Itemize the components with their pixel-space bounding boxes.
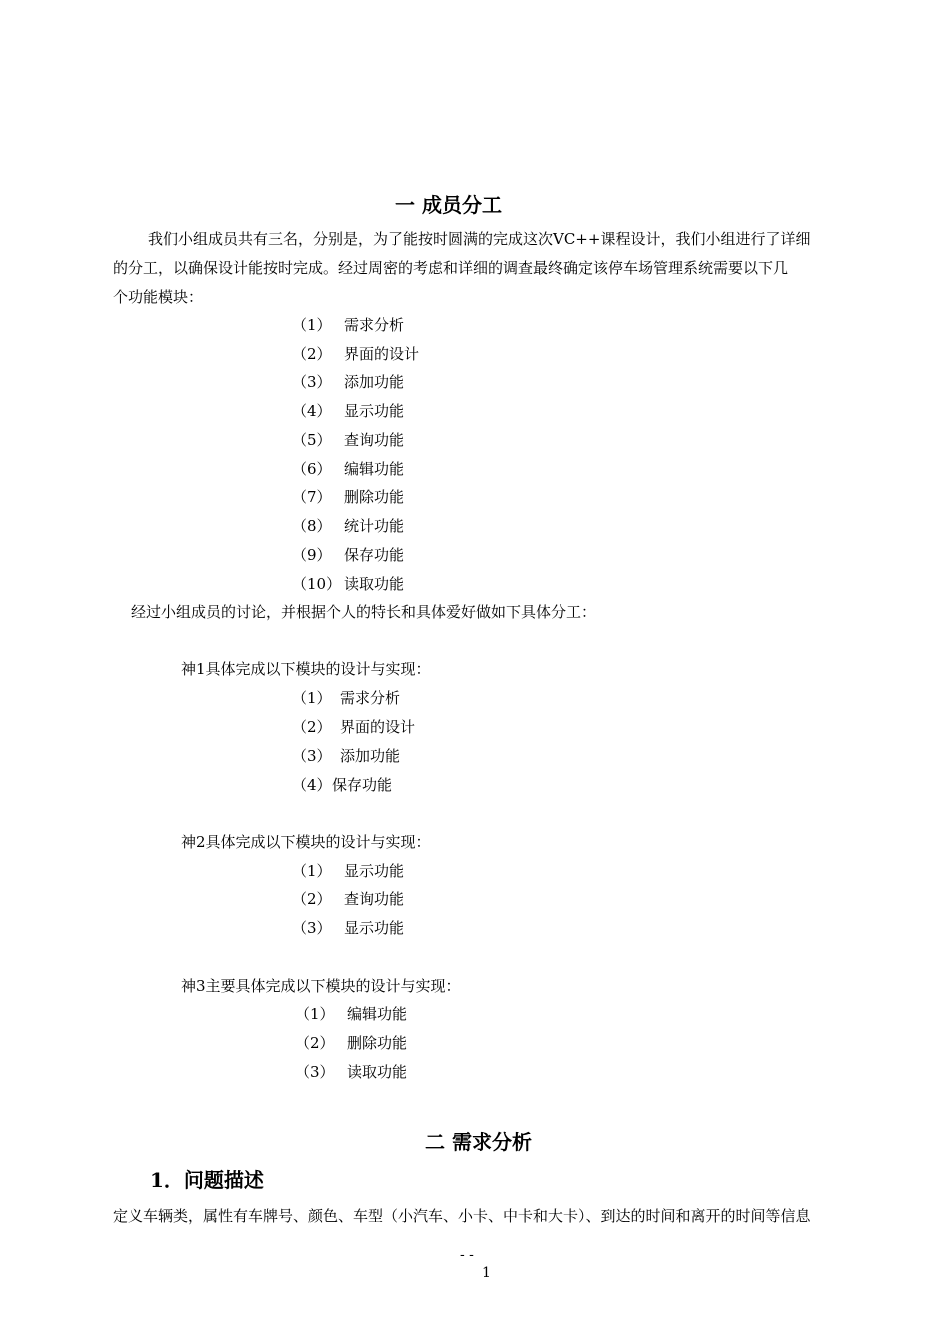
list-item: （3） 添加功能 [292,373,405,391]
list-item: （4） 显示功能 [292,402,405,420]
list-item: （3） 显示功能 [292,919,405,937]
discussion-text: 经过小组成员的讨论，并根据个人的特长和具体爱好做如下具体分工： [131,603,597,621]
member2-heading: 神2具体完成以下模块的设计与实现： [181,833,431,851]
list-item: （9） 保存功能 [292,546,405,564]
list-item: （4） 保存功能 [292,776,393,794]
list-item: （1） 需求分析 [292,689,401,707]
footer-dashes: - - [460,1247,474,1263]
page-number: 1 [482,1265,491,1281]
member1-heading: 神1具体完成以下模块的设计与实现： [181,660,431,678]
list-item: （3） 读取功能 [295,1063,408,1081]
list-item: （3） 添加功能 [292,747,401,765]
list-item: （7） 删除功能 [292,488,405,506]
list-item: （1） 显示功能 [292,862,405,880]
list-item: （1） 编辑功能 [295,1005,408,1023]
list-item: （5） 查询功能 [292,431,405,449]
subsection-title: 1．问题描述 [150,1168,264,1192]
list-item: （2） 界面的设计 [292,345,420,363]
list-item: （10） 读取功能 [292,575,405,593]
intro-line-2: 的分工，以确保设计能按时完成。经过周密的考虑和详细的调查最终确定该停车场管理系统需要以下几 [113,259,789,277]
list-item: （2） 查询功能 [292,890,405,908]
section2-title: 二 需求分析 [425,1130,532,1154]
subsection-text: 定义车辆类，属性有车牌号、颜色、车型（小汽车、小卡、中卡和大卡）、到达的时间和离开的时间等信息 [113,1207,811,1225]
list-item: （2） 删除功能 [295,1034,408,1052]
list-item: （2） 界面的设计 [292,718,416,736]
section1-title: 一 成员分工 [395,193,502,217]
intro-line-1: 我们小组成员共有三名，分别是，为了能按时圆满的完成这次VC++课程设计，我们小组进行了详细 [148,230,811,248]
list-item: （1） 需求分析 [292,316,405,334]
intro-line-3: 个功能模块： [113,288,204,306]
list-item: （8） 统计功能 [292,517,405,535]
member3-heading: 神3主要具体完成以下模块的设计与实现： [181,977,461,995]
list-item: （6） 编辑功能 [292,460,405,478]
